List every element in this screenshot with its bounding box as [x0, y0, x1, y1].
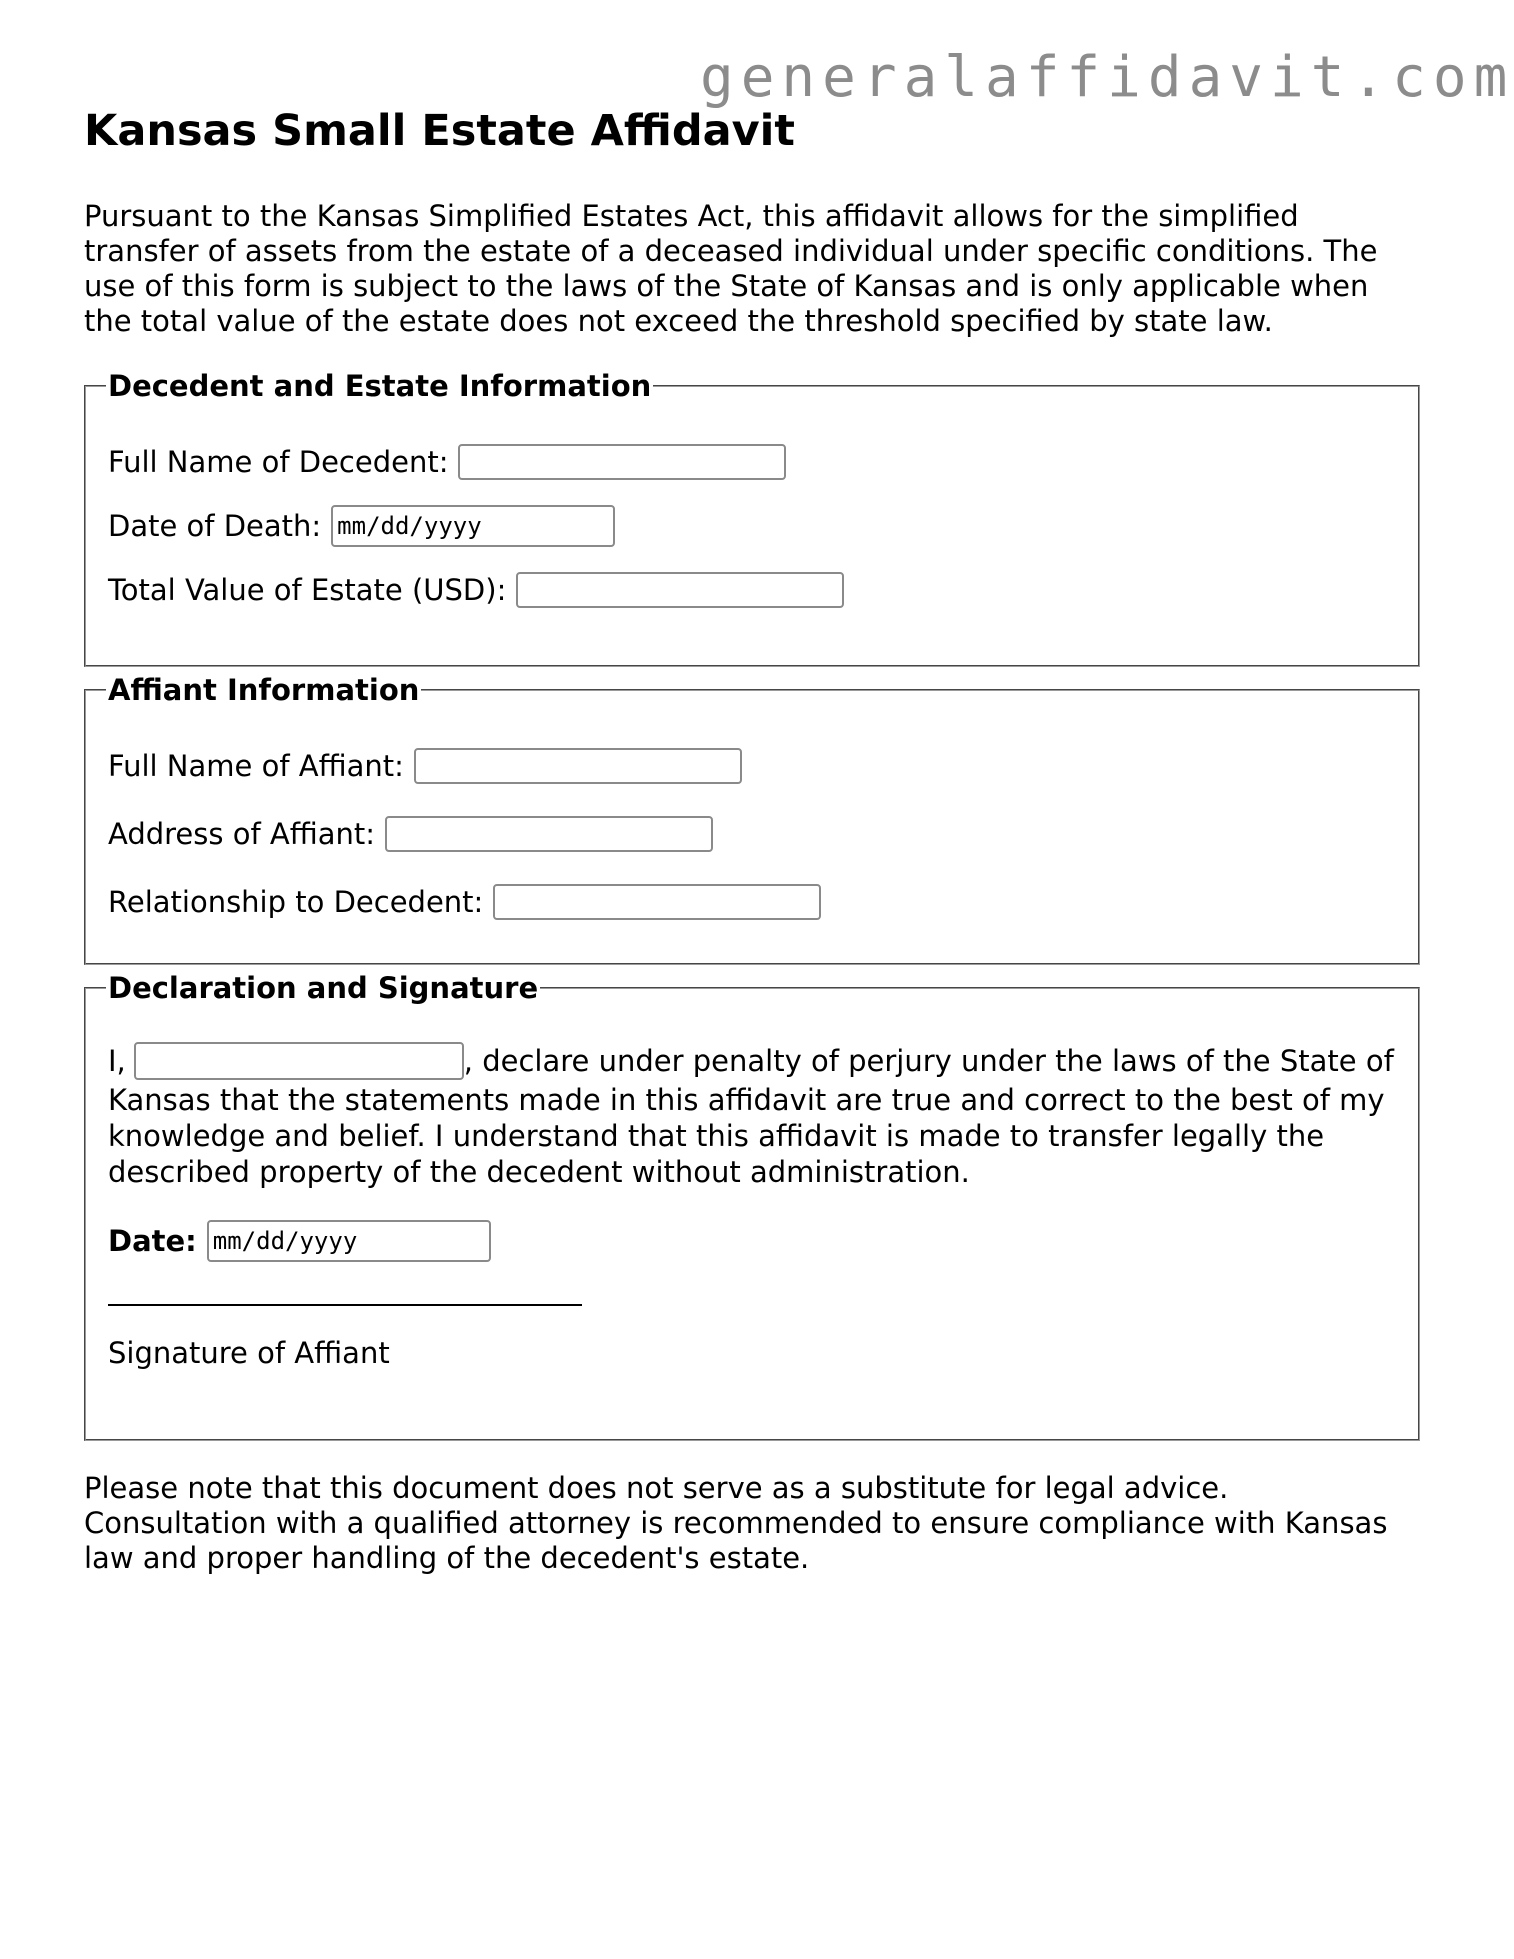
date-of-death-row [108, 507, 1396, 545]
declaration-text: , declare under penalty of perjury under the laws of the State of Kansas that the statements made in this affidavit are true and correct to the best of my knowledge and belief. I understand that this affidavit is made to transfer legally the described property of the decedent without administration. [108, 1044, 1394, 1189]
relationship-label: Relationship to Decedent: [108, 885, 484, 919]
decedent-section [84, 369, 1420, 667]
declaration-prefix: I, [108, 1044, 126, 1078]
decedent-name-row [108, 443, 1396, 481]
affiant-address-label: Address of Affiant: [108, 817, 376, 851]
page-title: Kansas Small Estate Affidavit [84, 106, 795, 156]
relationship-input[interactable] [493, 884, 821, 920]
affiant-section [84, 673, 1420, 965]
declaration-section-legend: Declaration and Signature [108, 971, 539, 1005]
affiant-name-row [108, 747, 1396, 785]
affiant-address-input[interactable] [385, 816, 713, 852]
declarant-name-input[interactable] [134, 1042, 464, 1080]
relationship-row [108, 883, 1396, 921]
estate-value-input[interactable] [516, 572, 844, 608]
decedent-name-label: Full Name of Decedent: [108, 445, 449, 479]
watermark: generalaffidavit.com [700, 45, 1514, 110]
declaration-date-row [108, 1220, 1396, 1262]
date-of-death-input[interactable]: mm/dd/yyyy [331, 505, 615, 547]
declaration-date-input[interactable]: mm/dd/yyyy [207, 1220, 491, 1262]
legal-note: Please note that this document does not serve as a substitute for legal advice. Consultation with a qualified attorney is recommended to ensure compliance with Kansas law and proper handling of the decedent's estate. [84, 1471, 1388, 1575]
estate-value-row [108, 571, 1396, 609]
intro-paragraph: Pursuant to the Kansas Simplified Estates Act, this affidavit allows for the simplified transfer of assets from the estate of a deceased individual under specific conditions. The use of this form is subject to the laws of the State of Kansas and is only applicable when the total value of the estate does not exceed the threshold specified by state law. [84, 199, 1378, 338]
declaration-statement [108, 1043, 1396, 1190]
declaration-date-label: Date: [108, 1224, 197, 1258]
affiant-section-legend: Affiant Information [108, 673, 420, 707]
date-of-death-label: Date of Death: [108, 509, 322, 543]
affiant-address-row [108, 815, 1396, 853]
affiant-name-label: Full Name of Affiant: [108, 749, 404, 783]
estate-value-label: Total Value of Estate (USD): [108, 573, 507, 607]
signature-line[interactable] [108, 1302, 582, 1306]
decedent-section-legend: Decedent and Estate Information [108, 369, 652, 403]
signature-label: Signature of Affiant [108, 1336, 390, 1370]
affiant-name-input[interactable] [414, 748, 742, 784]
declaration-section [84, 971, 1420, 1441]
affidavit-form [84, 105, 1420, 1605]
decedent-name-input[interactable] [458, 444, 786, 480]
